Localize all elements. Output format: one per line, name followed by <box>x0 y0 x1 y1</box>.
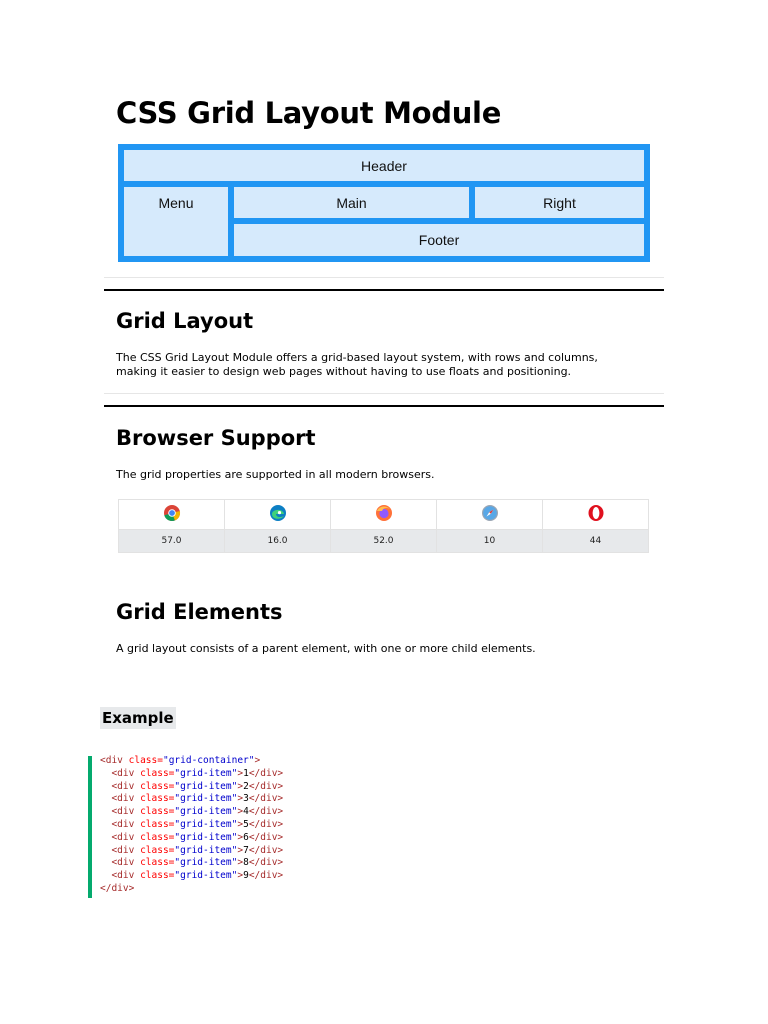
grid-demo-header: Header <box>124 150 644 181</box>
divider-faint <box>104 393 664 394</box>
code-line-grid-item: <div class="grid-item">8</div> <box>111 857 284 869</box>
browser-version: 16.0 <box>225 530 331 553</box>
edge-icon <box>269 504 287 522</box>
code-line-grid-item: <div class="grid-item">2</div> <box>111 780 284 792</box>
code-example: <div class="grid-container"> <div class="grid-item">1</div> <div class="grid-item">2</div> <div class="grid-item">3</div> <div class="grid-item">4</div> <div class="grid-item">5</div> <div class="grid-item">6</div> <div class="grid-item">7</div> <div class="grid-item">8</div> <div class="grid-item">9</div> </div> <box>100 755 284 894</box>
code-line-grid-item: <div class="grid-item">1</div> <box>111 767 284 779</box>
code-line-grid-item: <div class="grid-item">3</div> <box>111 793 284 805</box>
grid-layout-text-line2: making it easier to design web pages without having to use floats and positioning. <box>116 365 572 378</box>
grid-elements-text: A grid layout consists of a parent element, with one or more child elements. <box>116 642 536 655</box>
browser-icon-cell <box>437 500 543 530</box>
browser-version: 44 <box>543 530 649 553</box>
grid-layout-text <box>116 351 656 379</box>
code-line-grid-item: <div class="grid-item">4</div> <box>111 806 284 818</box>
page-title: CSS Grid Layout Module <box>116 96 502 130</box>
browser-version: 57.0 <box>119 530 225 553</box>
grid-elements-heading: Grid Elements <box>116 600 283 624</box>
grid-demo-footer: Footer <box>234 224 644 256</box>
code-container-class: grid-container <box>168 755 249 766</box>
browser-icon-cell <box>331 500 437 530</box>
grid-demo-right: Right <box>475 187 644 218</box>
safari-icon <box>481 504 499 522</box>
example-label: Example <box>102 709 174 727</box>
browser-icon-cell <box>119 500 225 530</box>
grid-demo-main: Main <box>234 187 469 218</box>
browser-support-text: The grid properties are supported in all modern browsers. <box>116 468 435 481</box>
browser-support-table <box>118 499 649 553</box>
code-line-grid-item: <div class="grid-item">7</div> <box>111 844 284 856</box>
grid-demo-menu: Menu <box>124 187 228 256</box>
grid-demo <box>118 144 650 262</box>
opera-icon <box>587 504 605 522</box>
browser-icon-cell <box>543 500 649 530</box>
browser-version: 10 <box>437 530 543 553</box>
browser-version: 52.0 <box>331 530 437 553</box>
code-accent-bar <box>88 756 92 898</box>
browser-support-heading: Browser Support <box>116 426 316 450</box>
divider <box>104 289 664 291</box>
divider <box>104 405 664 407</box>
chrome-icon <box>163 504 181 522</box>
divider-faint <box>104 277 664 278</box>
grid-layout-heading: Grid Layout <box>116 309 254 333</box>
grid-layout-text-line1: The CSS Grid Layout Module offers a grid-based layout system, with rows and columns, <box>116 351 598 364</box>
code-line-grid-item: <div class="grid-item">6</div> <box>111 831 284 843</box>
browser-icon-cell <box>225 500 331 530</box>
code-line-grid-item: <div class="grid-item">5</div> <box>111 818 284 830</box>
firefox-icon <box>375 504 393 522</box>
code-line-grid-item: <div class="grid-item">9</div> <box>111 870 284 882</box>
